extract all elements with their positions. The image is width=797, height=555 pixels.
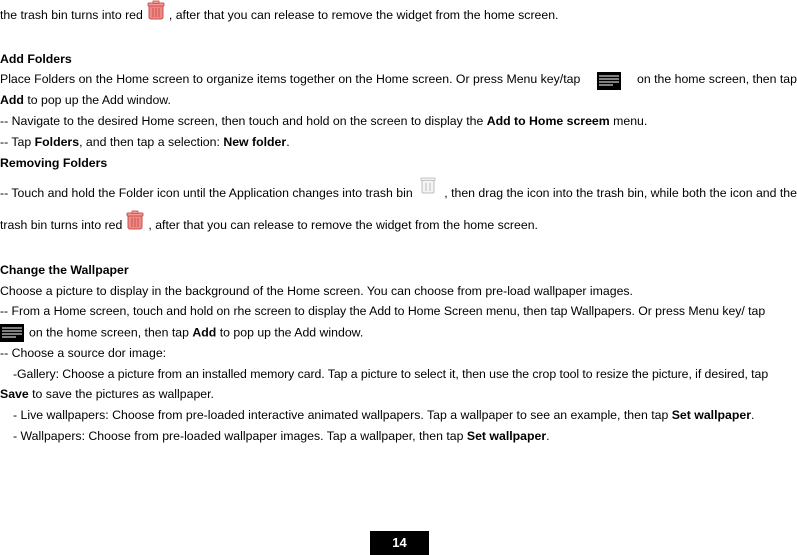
wallpaper-line3: -- Choose a source dor image: — [0, 346, 167, 360]
add-folders-heading: Add Folders — [0, 52, 72, 66]
wallpaper-heading: Change the Wallpaper — [0, 263, 129, 277]
add-folders-paragraph-line1: Place Folders on the Home screen to organize items together on the Home screen. Or press Menu key/tap on the home screen, then tap — [0, 72, 797, 90]
add-folders-step2: -- Tap Folders, and then tap a selection: New folder. — [0, 135, 290, 149]
wallpaper-gallery-line: -Gallery: Choose a picture from an installed memory card. Tap a picture to select it, then use the crop tool to resize the picture, if desired, tap — [13, 367, 769, 381]
menu-key-icon — [0, 324, 24, 342]
wallpaper-save-line: Save to save the pictures as wallpaper. — [0, 387, 214, 401]
removing-folders-heading: Removing Folders — [0, 156, 108, 170]
removing-folders-line2: trash bin turns into red , after that you can release to remove the widget from the home screen. — [0, 218, 797, 233]
trash-bin-red-icon — [147, 0, 165, 20]
trash-bin-red-icon — [126, 210, 144, 230]
wallpaper-intro: Choose a picture to display in the background of the Home screen. You can choose from pre-load wallpaper images. — [0, 284, 633, 298]
top-line: the trash bin turns into red , after that you can release to remove the widget from the home screen. — [0, 8, 797, 23]
wallpaper-live-line: - Live wallpapers: Choose from pre-loaded interactive animated wallpapers. Tap a wallpaper to see an example, then tap Set wallpaper. — [13, 408, 755, 422]
wallpaper-line2: on the home screen, then tap Add to pop up the Add window. — [0, 324, 797, 342]
removing-folders-line1: -- Touch and hold the Folder icon until the Application changes into trash bin , then drag the icon into the trash bin, while both the icon and the — [0, 186, 797, 201]
wallpaper-line1: -- From a Home screen, touch and hold on rhe screen to display the Add to Home Screen menu, then tap Wallpapers. Or press Menu key/ tap — [0, 304, 766, 318]
add-folders-step1: -- Navigate to the desired Home screen, then touch and hold on the screen to display the Add to Home screem menu. — [0, 114, 648, 128]
add-folders-paragraph-line2: Add to pop up the Add window. — [0, 93, 171, 107]
menu-key-icon — [597, 72, 621, 90]
trash-bin-gray-icon — [419, 174, 437, 194]
wallpaper-images-line: - Wallpapers: Choose from pre-loaded wallpaper images. Tap a wallpaper, then tap Set wallpaper. — [13, 429, 550, 443]
page-number: 14 — [370, 531, 429, 555]
